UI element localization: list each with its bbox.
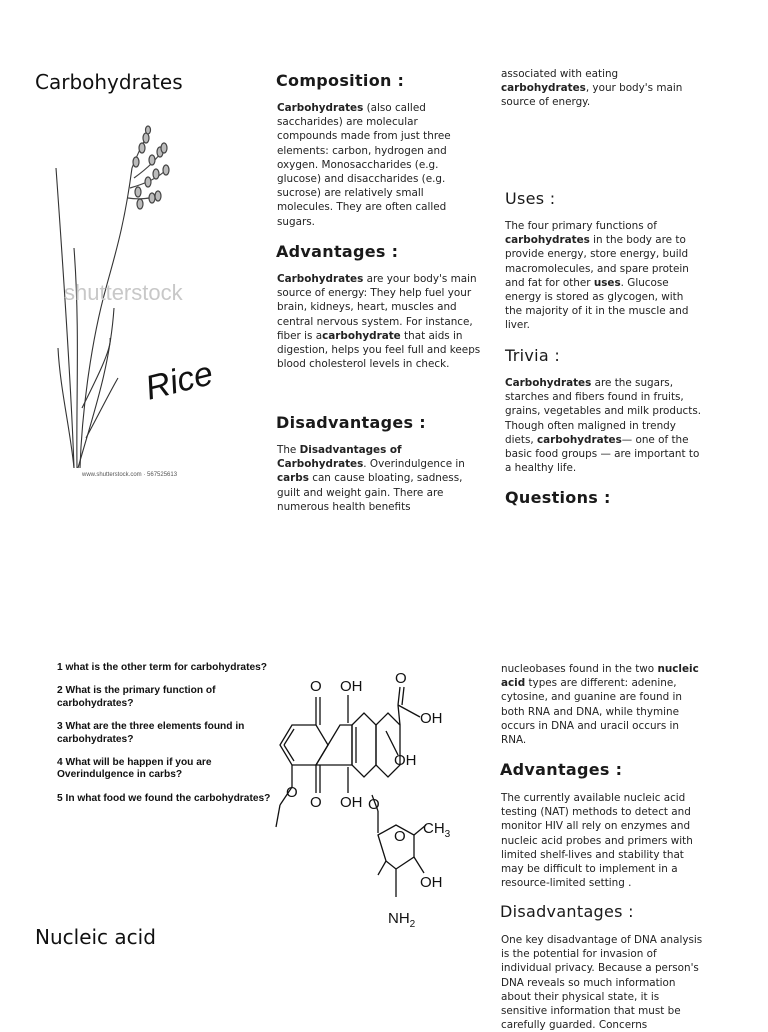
svg-text:CH3 bbox=[423, 820, 451, 840]
composition-heading: Composition : bbox=[276, 71, 405, 90]
disadvantages-text: The Disadvantages of Carbohydrates. Overindulgence in carbs can cause bloating, sadness, guilt and weight gain. There are numerous health benefits bbox=[277, 444, 465, 513]
atom-oh-label: OH bbox=[420, 710, 443, 727]
nucleic-disadvantages-heading: Disadvantages : bbox=[500, 902, 634, 921]
atom-o-label: O bbox=[395, 670, 407, 687]
atom-oh-label: OH bbox=[394, 752, 417, 769]
watermark-text: shutterstock bbox=[64, 280, 183, 305]
question-item: 4 What will be happen if you are Overindulgence in carbs? bbox=[57, 756, 212, 781]
question-item: 3 What are the three elements found in carbohydrates? bbox=[57, 720, 245, 745]
molecule-structure-icon bbox=[268, 665, 451, 970]
image-caption: Rice bbox=[141, 354, 217, 408]
page-title-nucleic-acid: Nucleic acid bbox=[35, 925, 156, 949]
trivia-text: Carbohydrates are the sugars, starches and fibers found in fruits, grains, vegetables and milk products. Though often maligned in trendy diets, carbohydrates— one of the basic food groups — are important to a healthy life. bbox=[505, 377, 702, 475]
image-id-text: www.shutterstock.com · 567525613 bbox=[82, 472, 178, 478]
atom-oh-label: OH bbox=[340, 678, 363, 695]
atom-ch3-label: CH bbox=[423, 820, 445, 837]
question-item: 5 In what food we found the carbohydrates? bbox=[57, 792, 271, 804]
atom-nh2-subscript: 2 bbox=[409, 919, 416, 930]
atom-nh2-label: NH bbox=[388, 910, 410, 927]
nucleobases-text: nucleobases found in the two nucleic acid types are different: adenine, cytosine, and guanine are found in both RNA and DNA, while thymine occurs in DNA and uracil occurs in RNA. bbox=[501, 663, 699, 747]
uses-text: The four primary functions of carbohydrates in the body are to provide energy, store energy, build macromolecules, and spare protein and fat for other uses. Glucose energy is stored as glycogen, with the majority of it in the muscle and liver. bbox=[505, 220, 689, 332]
page-title-carbohydrates: Carbohydrates bbox=[35, 70, 183, 94]
molecule-structure bbox=[268, 665, 451, 970]
atom-o-label: O bbox=[310, 794, 322, 811]
questions-list bbox=[57, 662, 279, 816]
atom-o-label: O bbox=[394, 828, 406, 845]
disadvantages-heading: Disadvantages : bbox=[276, 413, 426, 432]
composition-text: Carbohydrates (also called saccharides) are molecular compounds made from just three elements: carbon, hydrogen and oxygen. Monosaccharides (e.g. glucose) and disaccharides (e.g. sucrose) are relatively small molecules. They are often called sugars. bbox=[277, 102, 451, 228]
atom-oh-label: OH bbox=[340, 794, 363, 811]
nucleic-advantages-heading: Advantages : bbox=[500, 760, 623, 779]
question-item: 1 what is the other term for carbohydrates? bbox=[57, 662, 268, 673]
rice-plant-icon bbox=[52, 108, 217, 480]
continued-text: associated with eating carbohydrates, your body's main source of energy. bbox=[501, 68, 683, 109]
trivia-heading: Trivia : bbox=[505, 346, 561, 365]
questions-heading: Questions : bbox=[505, 488, 611, 507]
nucleic-disadvantages-text: One key disadvantage of DNA analysis is the potential for invasion of individual privacy. Because a person's DNA reveals so much information about their physical state, it is sensitive information that must be carefully guarded. Concerns bbox=[501, 934, 703, 1032]
rice-illustration bbox=[52, 108, 217, 480]
atom-o-label: O bbox=[368, 796, 380, 813]
atom-oh-label: OH bbox=[420, 874, 443, 891]
atom-ch3-subscript: 3 bbox=[444, 829, 451, 840]
atom-o-label: O bbox=[286, 784, 298, 801]
atom-o-label: O bbox=[310, 678, 322, 695]
uses-heading: Uses : bbox=[505, 189, 556, 208]
advantages-text: Carbohydrates are your body's main source of energy: They help fuel your brain, kidneys, heart, muscles and central nervous system. For instance, fiber is acarbohydrate that aids in digestion, helps you feel full and keeps blood cholesterol levels in check. bbox=[277, 273, 481, 371]
svg-text:NH2 bbox=[388, 910, 416, 930]
question-item: 2 What is the primary function of carbohydrates? bbox=[57, 685, 216, 709]
advantages-heading: Advantages : bbox=[276, 242, 399, 261]
nucleic-advantages-text: The currently available nucleic acid testing (NAT) methods to detect and monitor HIV all rely on enzymes and nucleic acid probes and primers with limited shelf-lives and stability that may be difficult to implement in a resource-limited setting . bbox=[501, 792, 693, 890]
